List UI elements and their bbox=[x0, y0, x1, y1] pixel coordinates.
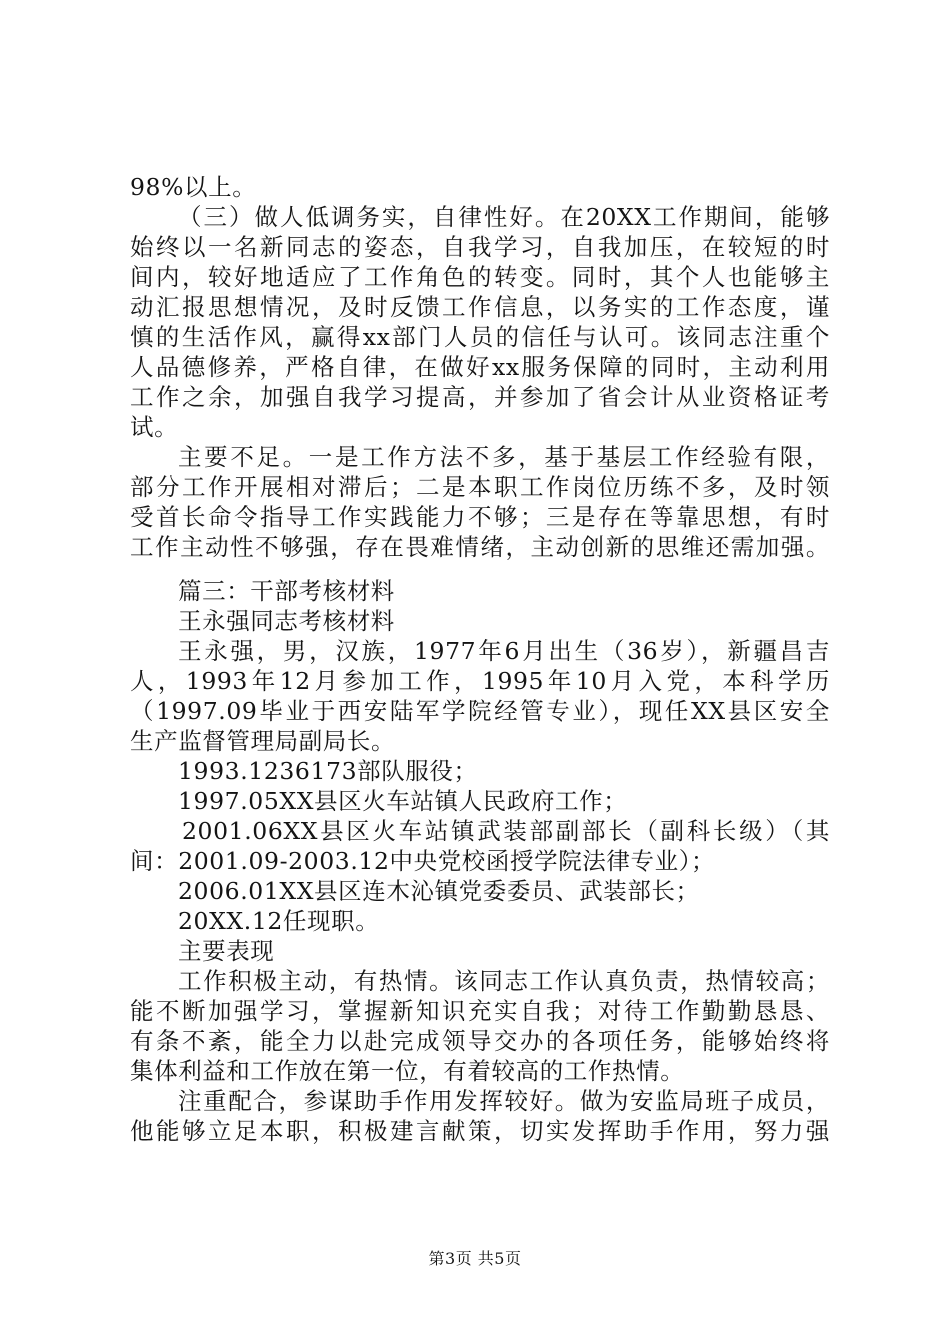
subheading: 主要表现 bbox=[178, 937, 275, 965]
resume-item: 20XX.12任现职。 bbox=[178, 907, 380, 935]
text-line: 始终以一名新同志的姿态，自我学习，自我加压，在较短的时 bbox=[130, 233, 830, 261]
text-line: 王永强，男，汉族，1977年6月出生（36岁），新疆昌吉 bbox=[178, 637, 830, 665]
resume-item: 2001.06XX县区火车站镇武装部副部长（副科长级）（其 bbox=[182, 817, 830, 845]
text-line: 部分工作开展相对滞后；二是本职工作岗位历练不多，及时领 bbox=[130, 473, 830, 501]
text-line: 慎的生活作风，赢得xx部门人员的信任与认可。该同志注重个 bbox=[130, 323, 830, 351]
text-line: 受首长命令指导工作实践能力不够；三是存在等靠思想，有时 bbox=[130, 503, 830, 531]
text-line: 工作之余，加强自我学习提高，并参加了省会计从业资格证考 bbox=[130, 383, 830, 411]
text-line: 他能够立足本职，积极建言献策，切实发挥助手作用，努力强 bbox=[130, 1117, 830, 1145]
text-line: 人，1993年12月参加工作，1995年10月入党，本科学历 bbox=[130, 667, 830, 695]
resume-item: 1993.1236173部队服役； bbox=[178, 757, 478, 785]
text-line: 98%以上。 bbox=[130, 173, 257, 201]
section-heading: 篇三：干部考核材料 bbox=[178, 577, 395, 605]
text-line: 试。 bbox=[130, 413, 179, 441]
text-line: （1997.09毕业于西安陆军学院经管专业），现任XX县区安全 bbox=[130, 697, 830, 725]
page-number-footer: 第3页 共5页 bbox=[428, 1249, 522, 1268]
text-line: 动汇报思想情况，及时反馈工作信息，以务实的工作态度，谨 bbox=[130, 293, 830, 321]
text-line: 间：2001.09-2003.12中央党校函授学院法律专业）； bbox=[130, 847, 716, 875]
text-line: （三）做人低调务实，自律性好。在20XX工作期间，能够 bbox=[178, 203, 830, 231]
text-line: 工作积极主动，有热情。该同志工作认真负责，热情较高； bbox=[178, 967, 830, 995]
resume-item: 1997.05XX县区火车站镇人民政府工作； bbox=[178, 787, 628, 815]
text-line: 注重配合，参谋助手作用发挥较好。做为安监局班子成员， bbox=[178, 1087, 830, 1115]
document-title: 王永强同志考核材料 bbox=[178, 607, 395, 635]
paragraph-gap bbox=[130, 562, 830, 576]
document-body bbox=[130, 172, 830, 1146]
text-line: 人品德修养，严格自律，在做好xx服务保障的同时，主动利用 bbox=[130, 353, 830, 381]
text-line: 工作主动性不够强，存在畏难情绪，主动创新的思维还需加强。 bbox=[130, 533, 830, 561]
text-line: 能不断加强学习，掌握新知识充实自我；对待工作勤勤恳恳、 bbox=[130, 997, 830, 1025]
text-line: 集体利益和工作放在第一位，有着较高的工作热情。 bbox=[130, 1057, 685, 1085]
text-line: 间内，较好地适应了工作角色的转变。同时，其个人也能够主 bbox=[130, 263, 830, 291]
text-line: 有条不紊，能全力以赴完成领导交办的各项任务，能够始终将 bbox=[130, 1027, 830, 1055]
text-line: 主要不足。一是工作方法不多，基于基层工作经验有限， bbox=[178, 443, 830, 471]
text-line: 生产监督管理局副局长。 bbox=[130, 727, 396, 755]
resume-item: 2006.01XX县区连木沁镇党委委员、武装部长； bbox=[178, 877, 700, 905]
